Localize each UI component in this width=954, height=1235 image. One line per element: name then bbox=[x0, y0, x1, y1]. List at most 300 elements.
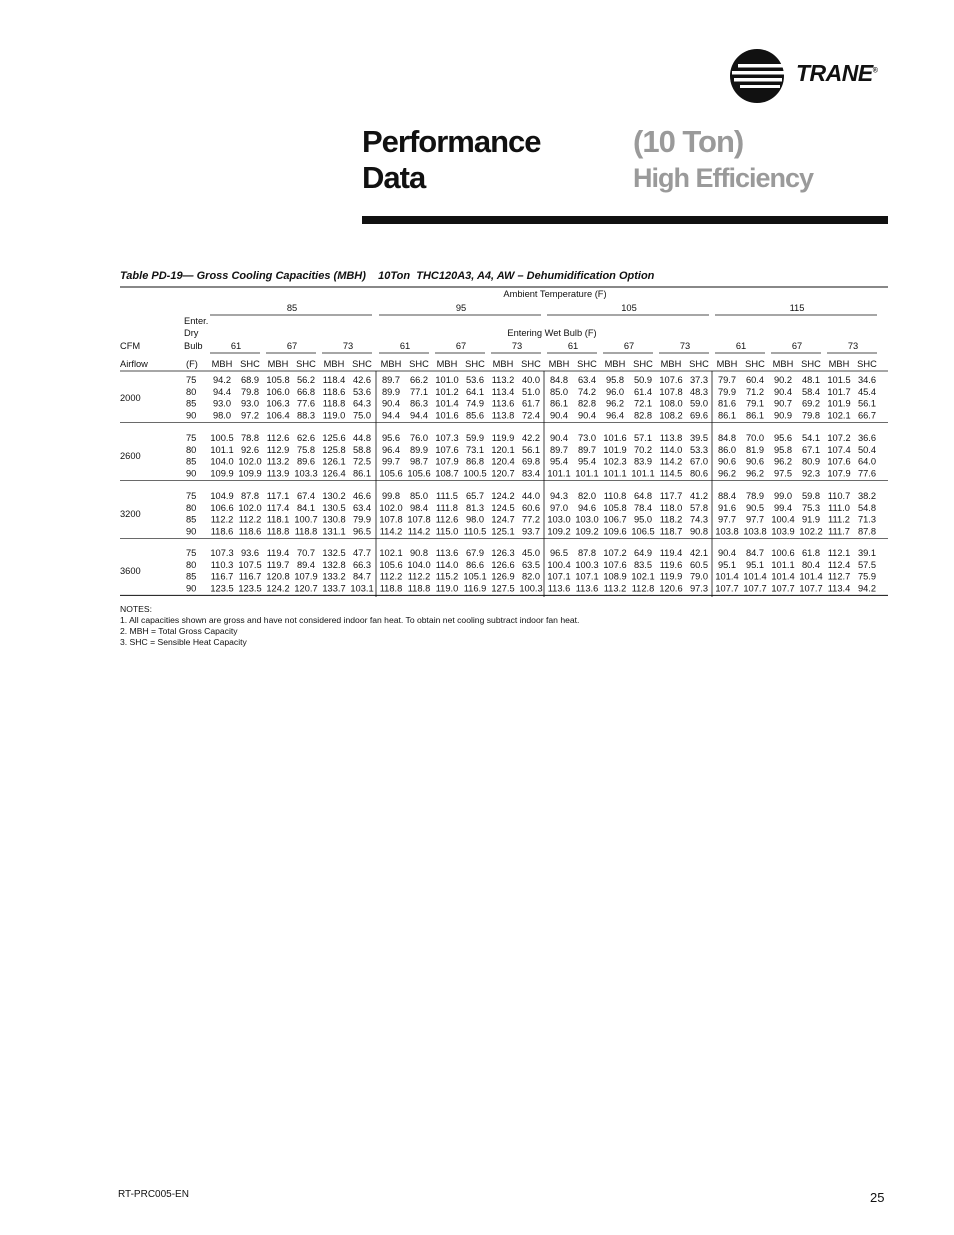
mbh-value: 101.1 bbox=[547, 468, 571, 479]
mbh-value: 119.9 bbox=[659, 571, 683, 582]
cfm-value: 3200 bbox=[120, 509, 141, 520]
mbh-value: 124.7 bbox=[491, 514, 515, 525]
shc-value: 86.3 bbox=[409, 398, 429, 409]
mbh-value: 112.6 bbox=[266, 433, 290, 443]
shc-value: 63.5 bbox=[521, 559, 541, 570]
mbh-value: 100.4 bbox=[771, 514, 795, 525]
mbh-value: 124.5 bbox=[491, 502, 515, 513]
brand-name: TRANE bbox=[796, 60, 873, 86]
mbh-value: 93.0 bbox=[212, 398, 232, 409]
dry-bulb-value: 75 bbox=[186, 375, 197, 385]
mbh-value: 106.3 bbox=[266, 398, 290, 409]
shc-value: 82.0 bbox=[577, 491, 597, 501]
mbh-value: 117.7 bbox=[659, 491, 683, 501]
mbh-value: 111.0 bbox=[828, 502, 850, 513]
mbh-value: 120.7 bbox=[491, 468, 515, 479]
mbh-value: 125.8 bbox=[322, 444, 346, 455]
mbh-value: 101.4 bbox=[771, 571, 795, 582]
shc-value: 87.8 bbox=[577, 548, 597, 558]
mbh-value: 101.0 bbox=[435, 375, 459, 385]
mbh-value: 125.6 bbox=[322, 433, 346, 443]
shc-value: 78.4 bbox=[633, 502, 653, 513]
mbh-value: 107.6 bbox=[435, 444, 459, 455]
mbh-header: MBH bbox=[211, 359, 233, 369]
mbh-value: 100.5 bbox=[210, 433, 234, 443]
mbh-value: 126.3 bbox=[491, 548, 515, 558]
shc-value: 123.5 bbox=[238, 583, 262, 594]
mbh-value: 123.5 bbox=[210, 583, 234, 594]
shc-header: SHC bbox=[745, 359, 765, 369]
mbh-value: 119.7 bbox=[266, 559, 290, 570]
shc-value: 86.1 bbox=[352, 468, 372, 479]
shc-value: 92.6 bbox=[240, 444, 260, 455]
shc-value: 105.1 bbox=[463, 571, 487, 582]
shc-value: 60.4 bbox=[745, 375, 765, 385]
dry-bulb-value: 85 bbox=[186, 456, 197, 467]
mbh-value: 109.2 bbox=[547, 526, 571, 537]
shc-value: 89.4 bbox=[296, 559, 316, 570]
shc-value: 60.6 bbox=[521, 502, 541, 513]
shc-value: 94.2 bbox=[857, 583, 877, 594]
mbh-value: 114.0 bbox=[659, 444, 683, 455]
mbh-value: 133.2 bbox=[322, 571, 346, 582]
mbh-value: 108.9 bbox=[603, 571, 627, 582]
shc-value: 102.1 bbox=[631, 571, 655, 582]
shc-value: 94.6 bbox=[577, 502, 597, 513]
mbh-value: 124.2 bbox=[266, 583, 290, 594]
shc-value: 84.1 bbox=[296, 502, 316, 513]
dry-bulb-value: 80 bbox=[186, 444, 197, 455]
shc-header: SHC bbox=[465, 359, 485, 369]
shc-value: 61.7 bbox=[521, 398, 541, 409]
title-size: (10 Ton) bbox=[633, 124, 744, 159]
shc-value: 103.0 bbox=[575, 514, 599, 525]
shc-value: 76.0 bbox=[409, 433, 429, 443]
mbh-value: 110.3 bbox=[210, 559, 234, 570]
shc-value: 101.1 bbox=[631, 468, 655, 479]
shc-value: 53.6 bbox=[352, 386, 372, 397]
shc-value: 42.1 bbox=[689, 548, 709, 558]
shc-value: 66.8 bbox=[296, 386, 316, 397]
mbh-value: 113.9 bbox=[266, 468, 290, 479]
shc-value: 66.7 bbox=[857, 410, 877, 421]
shc-value: 39.5 bbox=[689, 433, 709, 443]
shc-value: 93.7 bbox=[521, 526, 541, 537]
mbh-value: 95.8 bbox=[773, 444, 793, 455]
shc-value: 100.7 bbox=[294, 514, 318, 525]
shc-value: 77.6 bbox=[857, 468, 877, 479]
shc-value: 84.7 bbox=[745, 548, 765, 558]
wet-bulb-67: 67 bbox=[455, 341, 467, 351]
shc-value: 104.0 bbox=[407, 559, 431, 570]
shc-value: 96.5 bbox=[352, 526, 372, 537]
mbh-value: 108.2 bbox=[659, 410, 683, 421]
mbh-value: 117.4 bbox=[266, 502, 290, 513]
shc-value: 57.8 bbox=[689, 502, 709, 513]
dry-bulb-value: 75 bbox=[186, 491, 197, 501]
mbh-value: 107.6 bbox=[659, 375, 683, 385]
ambient-temp-115: 115 bbox=[789, 303, 805, 313]
notes bbox=[120, 604, 579, 648]
shc-value: 107.7 bbox=[799, 583, 823, 594]
shc-value: 72.1 bbox=[633, 398, 653, 409]
shc-value: 46.6 bbox=[352, 491, 372, 501]
mbh-value: 106.6 bbox=[210, 502, 234, 513]
shc-value: 61.4 bbox=[633, 386, 653, 397]
mbh-value: 95.6 bbox=[381, 433, 401, 443]
shc-value: 56.2 bbox=[296, 375, 316, 385]
mbh-value: 96.5 bbox=[549, 548, 569, 558]
mbh-value: 97.7 bbox=[717, 514, 737, 525]
shc-value: 69.8 bbox=[521, 456, 541, 467]
shc-value: 82.0 bbox=[521, 571, 541, 582]
mbh-value: 102.0 bbox=[379, 502, 403, 513]
mbh-value: 90.2 bbox=[773, 375, 793, 385]
mbh-value: 112.4 bbox=[827, 559, 851, 570]
shc-value: 110.5 bbox=[463, 526, 487, 537]
shc-value: 118.6 bbox=[238, 526, 262, 537]
dry-bulb-value: 85 bbox=[186, 514, 197, 525]
dry-bulb-value: 90 bbox=[186, 526, 197, 537]
mbh-value: 97.5 bbox=[773, 468, 793, 479]
shc-value: 42.6 bbox=[352, 375, 372, 385]
shc-value: 70.2 bbox=[633, 444, 653, 455]
mbh-value: 120.8 bbox=[266, 571, 290, 582]
shc-value: 79.1 bbox=[745, 398, 765, 409]
mbh-value: 86.1 bbox=[549, 398, 569, 409]
mbh-value: 90.4 bbox=[773, 386, 793, 397]
mbh-value: 113.2 bbox=[266, 456, 290, 467]
mbh-value: 95.1 bbox=[717, 559, 737, 570]
shc-header: SHC bbox=[296, 359, 316, 369]
table-caption: Table PD-19— Gross Cooling Capacities (MBH) 10Ton THC120A3, A4, AW – Dehumidification Option bbox=[120, 270, 655, 282]
mbh-value: 101.6 bbox=[435, 410, 459, 421]
shc-value: 107.9 bbox=[294, 571, 318, 582]
shc-value: 118.8 bbox=[294, 526, 318, 537]
shc-value: 38.2 bbox=[857, 491, 877, 501]
mbh-value: 108.7 bbox=[435, 468, 459, 479]
mbh-header: MBH bbox=[660, 359, 682, 369]
registered-mark: ® bbox=[872, 67, 878, 75]
shc-value: 85.6 bbox=[465, 410, 485, 421]
shc-value: 101.4 bbox=[799, 571, 823, 582]
mbh-value: 120.1 bbox=[491, 444, 515, 455]
mbh-value: 103.8 bbox=[715, 526, 739, 537]
shc-value: 75.3 bbox=[801, 502, 821, 513]
shc-value: 101.1 bbox=[575, 468, 599, 479]
mbh-value: 100.6 bbox=[771, 548, 795, 558]
shc-value: 44.8 bbox=[352, 433, 372, 443]
mbh-value: 101.4 bbox=[435, 398, 459, 409]
shc-value: 64.0 bbox=[857, 456, 877, 467]
shc-value: 44.0 bbox=[521, 491, 541, 501]
mbh-header: MBH bbox=[267, 359, 289, 369]
mbh-value: 104.9 bbox=[210, 491, 234, 501]
shc-value: 98.7 bbox=[409, 456, 429, 467]
mbh-value: 130.2 bbox=[322, 491, 346, 501]
shc-value: 90.5 bbox=[745, 502, 765, 513]
mbh-value: 101.5 bbox=[827, 375, 851, 385]
shc-value: 80.4 bbox=[801, 559, 821, 570]
shc-value: 50.9 bbox=[633, 375, 653, 385]
shc-value: 107.7 bbox=[743, 583, 767, 594]
shc-value: 118.8 bbox=[407, 583, 431, 594]
mbh-header: MBH bbox=[772, 359, 794, 369]
shc-value: 97.2 bbox=[240, 410, 260, 421]
mbh-value: 107.8 bbox=[659, 386, 683, 397]
shc-value: 114.2 bbox=[407, 526, 431, 537]
shc-value: 66.3 bbox=[352, 559, 372, 570]
mbh-value: 102.1 bbox=[379, 548, 403, 558]
shc-header: SHC bbox=[633, 359, 653, 369]
dry-bulb-value: 90 bbox=[186, 583, 197, 594]
shc-value: 83.5 bbox=[633, 559, 653, 570]
wet-bulb-67: 67 bbox=[791, 341, 803, 351]
mbh-value: 99.7 bbox=[381, 456, 401, 467]
shc-value: 62.6 bbox=[296, 433, 316, 443]
shc-value: 67.4 bbox=[296, 491, 316, 501]
shc-value: 79.8 bbox=[240, 386, 260, 397]
shc-value: 57.1 bbox=[633, 433, 653, 443]
shc-value: 70.0 bbox=[745, 433, 765, 443]
mbh-value: 96.2 bbox=[717, 468, 737, 479]
mbh-value: 113.4 bbox=[491, 386, 515, 397]
mbh-value: 105.8 bbox=[266, 375, 290, 385]
mbh-value: 106.7 bbox=[603, 514, 627, 525]
shc-value: 102.0 bbox=[238, 456, 262, 467]
mbh-value: 119.6 bbox=[659, 559, 683, 570]
mbh-value: 96.2 bbox=[605, 398, 625, 409]
shc-value: 72.5 bbox=[352, 456, 372, 467]
mbh-value: 107.6 bbox=[603, 559, 627, 570]
mbh-value: 114.2 bbox=[379, 526, 403, 537]
shc-value: 96.2 bbox=[745, 468, 765, 479]
shc-value: 80.6 bbox=[689, 468, 709, 479]
shc-value: 59.8 bbox=[801, 491, 821, 501]
shc-value: 83.9 bbox=[633, 456, 653, 467]
mbh-value: 90.4 bbox=[549, 433, 569, 443]
cfm-label: CFM bbox=[120, 341, 141, 351]
shc-value: 50.4 bbox=[857, 444, 877, 455]
shc-value: 90.8 bbox=[689, 526, 709, 537]
mbh-value: 119.0 bbox=[435, 583, 459, 594]
cfm-value: 3600 bbox=[120, 566, 141, 577]
shc-value: 53.6 bbox=[465, 375, 485, 385]
mbh-value: 119.4 bbox=[659, 548, 683, 558]
mbh-value: 112.6 bbox=[435, 514, 459, 525]
mbh-value: 105.6 bbox=[379, 468, 403, 479]
shc-value: 77.1 bbox=[409, 386, 429, 397]
shc-value: 93.0 bbox=[240, 398, 260, 409]
mbh-value: 107.7 bbox=[715, 583, 739, 594]
shc-value: 41.2 bbox=[689, 491, 709, 501]
shc-header: SHC bbox=[352, 359, 372, 369]
dry-bulb-label-1: Dry bbox=[184, 328, 199, 338]
shc-value: 61.8 bbox=[801, 548, 821, 558]
shc-value: 82.8 bbox=[577, 398, 597, 409]
shc-header: SHC bbox=[521, 359, 541, 369]
mbh-value: 100.4 bbox=[547, 559, 571, 570]
shc-value: 75.9 bbox=[857, 571, 877, 582]
mbh-value: 84.8 bbox=[717, 433, 737, 443]
mbh-value: 118.6 bbox=[322, 386, 346, 397]
wet-bulb-73: 73 bbox=[847, 341, 859, 351]
shc-value: 40.0 bbox=[521, 375, 541, 385]
wet-bulb-67: 67 bbox=[623, 341, 635, 351]
shc-value: 100.5 bbox=[463, 468, 487, 479]
shc-header: SHC bbox=[409, 359, 429, 369]
shc-value: 78.9 bbox=[745, 491, 765, 501]
shc-value: 73.1 bbox=[465, 444, 485, 455]
mbh-value: 119.4 bbox=[266, 548, 290, 558]
shc-value: 53.3 bbox=[689, 444, 709, 455]
dry-bulb-value: 80 bbox=[186, 386, 197, 397]
shc-value: 103.8 bbox=[743, 526, 767, 537]
mbh-value: 113.6 bbox=[435, 548, 459, 558]
mbh-value: 104.0 bbox=[210, 456, 234, 467]
mbh-value: 117.1 bbox=[266, 491, 290, 501]
mbh-value: 101.2 bbox=[435, 386, 459, 397]
ambient-temp-label: Ambient Temperature (F) bbox=[503, 289, 607, 299]
mbh-value: 90.4 bbox=[717, 548, 737, 558]
mbh-value: 94.4 bbox=[381, 410, 401, 421]
mbh-value: 110.7 bbox=[827, 491, 851, 501]
shc-value: 83.4 bbox=[521, 468, 541, 479]
shc-value: 120.7 bbox=[294, 583, 318, 594]
mbh-value: 95.6 bbox=[773, 433, 793, 443]
wet-bulb-61: 61 bbox=[567, 341, 579, 351]
shc-value: 91.9 bbox=[801, 514, 821, 525]
mbh-value: 107.1 bbox=[547, 571, 571, 582]
shc-value: 54.1 bbox=[801, 433, 821, 443]
shc-value: 107.8 bbox=[407, 514, 431, 525]
mbh-value: 86.1 bbox=[717, 410, 737, 421]
shc-value: 45.4 bbox=[857, 386, 877, 397]
mbh-value: 107.7 bbox=[771, 583, 795, 594]
mbh-value: 99.0 bbox=[773, 491, 793, 501]
shc-value: 45.0 bbox=[521, 548, 541, 558]
wet-bulb-73: 73 bbox=[511, 341, 523, 351]
mbh-value: 130.5 bbox=[322, 502, 346, 513]
note-3: 3. SHC = Sensible Heat Capacity bbox=[120, 637, 247, 647]
mbh-value: 113.8 bbox=[659, 433, 683, 443]
shc-value: 79.0 bbox=[689, 571, 709, 582]
shc-value: 60.5 bbox=[689, 559, 709, 570]
shc-value: 67.9 bbox=[465, 548, 485, 558]
shc-header: SHC bbox=[577, 359, 597, 369]
mbh-value: 101.7 bbox=[827, 386, 851, 397]
shc-value: 100.3 bbox=[575, 559, 599, 570]
mbh-value: 107.9 bbox=[435, 456, 459, 467]
mbh-value: 89.7 bbox=[381, 375, 401, 385]
mbh-header: MBH bbox=[436, 359, 458, 369]
shc-value: 65.7 bbox=[465, 491, 485, 501]
dry-bulb-label-2: Bulb bbox=[184, 341, 203, 351]
shc-value: 51.0 bbox=[521, 386, 541, 397]
shc-value: 81.9 bbox=[745, 444, 765, 455]
mbh-value: 90.7 bbox=[773, 398, 793, 409]
shc-value: 113.6 bbox=[575, 583, 599, 594]
mbh-value: 96.4 bbox=[381, 444, 401, 455]
shc-value: 101.4 bbox=[743, 571, 767, 582]
mbh-value: 118.4 bbox=[322, 375, 346, 385]
wet-bulb-67: 67 bbox=[286, 341, 298, 351]
dry-bulb-value: 75 bbox=[186, 548, 197, 558]
mbh-value: 124.2 bbox=[491, 491, 515, 501]
shc-value: 77.2 bbox=[521, 514, 541, 525]
shc-value: 69.6 bbox=[689, 410, 709, 421]
mbh-header: MBH bbox=[548, 359, 570, 369]
shc-header: SHC bbox=[240, 359, 260, 369]
mbh-value: 90.4 bbox=[549, 410, 569, 421]
page-number: 25 bbox=[870, 1190, 885, 1205]
mbh-value: 95.4 bbox=[549, 456, 569, 467]
shc-value: 94.4 bbox=[409, 410, 429, 421]
shc-value: 90.4 bbox=[577, 410, 597, 421]
mbh-value: 111.2 bbox=[828, 514, 850, 525]
shc-value: 64.1 bbox=[465, 386, 485, 397]
mbh-value: 94.4 bbox=[212, 386, 232, 397]
mbh-value: 125.1 bbox=[491, 526, 515, 537]
mbh-value: 103.9 bbox=[771, 526, 795, 537]
mbh-value: 108.0 bbox=[659, 398, 683, 409]
shc-value: 95.4 bbox=[577, 456, 597, 467]
shc-value: 57.5 bbox=[857, 559, 877, 570]
mbh-value: 113.8 bbox=[491, 410, 515, 421]
mbh-value: 114.2 bbox=[659, 456, 683, 467]
mbh-value: 101.9 bbox=[603, 444, 627, 455]
shc-value: 103.1 bbox=[350, 583, 374, 594]
shc-value: 54.8 bbox=[857, 502, 877, 513]
mbh-value: 101.4 bbox=[715, 571, 739, 582]
shc-value: 105.6 bbox=[407, 468, 431, 479]
dry-bulb-value: 80 bbox=[186, 559, 197, 570]
mbh-value: 109.6 bbox=[603, 526, 627, 537]
note-2: 2. MBH = Total Gross Capacity bbox=[120, 626, 238, 636]
shc-value: 81.3 bbox=[465, 502, 485, 513]
dry-bulb-value: 90 bbox=[186, 468, 197, 479]
shc-value: 74.2 bbox=[577, 386, 597, 397]
shc-value: 95.0 bbox=[633, 514, 653, 525]
mbh-value: 118.6 bbox=[210, 526, 234, 537]
mbh-value: 118.1 bbox=[266, 514, 290, 525]
mbh-value: 112.1 bbox=[827, 548, 851, 558]
mbh-value: 133.7 bbox=[322, 583, 346, 594]
title-line1: Performance bbox=[362, 124, 541, 159]
shc-value: 39.1 bbox=[857, 548, 877, 558]
shc-value: 102.2 bbox=[799, 526, 823, 537]
mbh-value: 107.8 bbox=[379, 514, 403, 525]
mbh-value: 126.1 bbox=[322, 456, 346, 467]
mbh-value: 105.6 bbox=[379, 559, 403, 570]
shc-value: 66.2 bbox=[409, 375, 429, 385]
dry-bulb-value: 85 bbox=[186, 398, 197, 409]
mbh-value: 107.3 bbox=[210, 548, 234, 558]
mbh-value: 113.4 bbox=[827, 583, 851, 594]
shc-value: 34.6 bbox=[857, 375, 877, 385]
mbh-value: 118.0 bbox=[659, 502, 683, 513]
mbh-value: 107.2 bbox=[603, 548, 627, 558]
mbh-value: 94.2 bbox=[212, 375, 232, 385]
mbh-value: 130.8 bbox=[322, 514, 346, 525]
shc-value: 112.8 bbox=[631, 583, 655, 594]
mbh-value: 101.1 bbox=[771, 559, 795, 570]
shc-value: 42.2 bbox=[521, 433, 541, 443]
mbh-value: 107.4 bbox=[827, 444, 851, 455]
mbh-value: 111.8 bbox=[436, 502, 458, 513]
airflow-label: Airflow bbox=[120, 359, 148, 369]
shc-value: 87.8 bbox=[240, 491, 260, 501]
